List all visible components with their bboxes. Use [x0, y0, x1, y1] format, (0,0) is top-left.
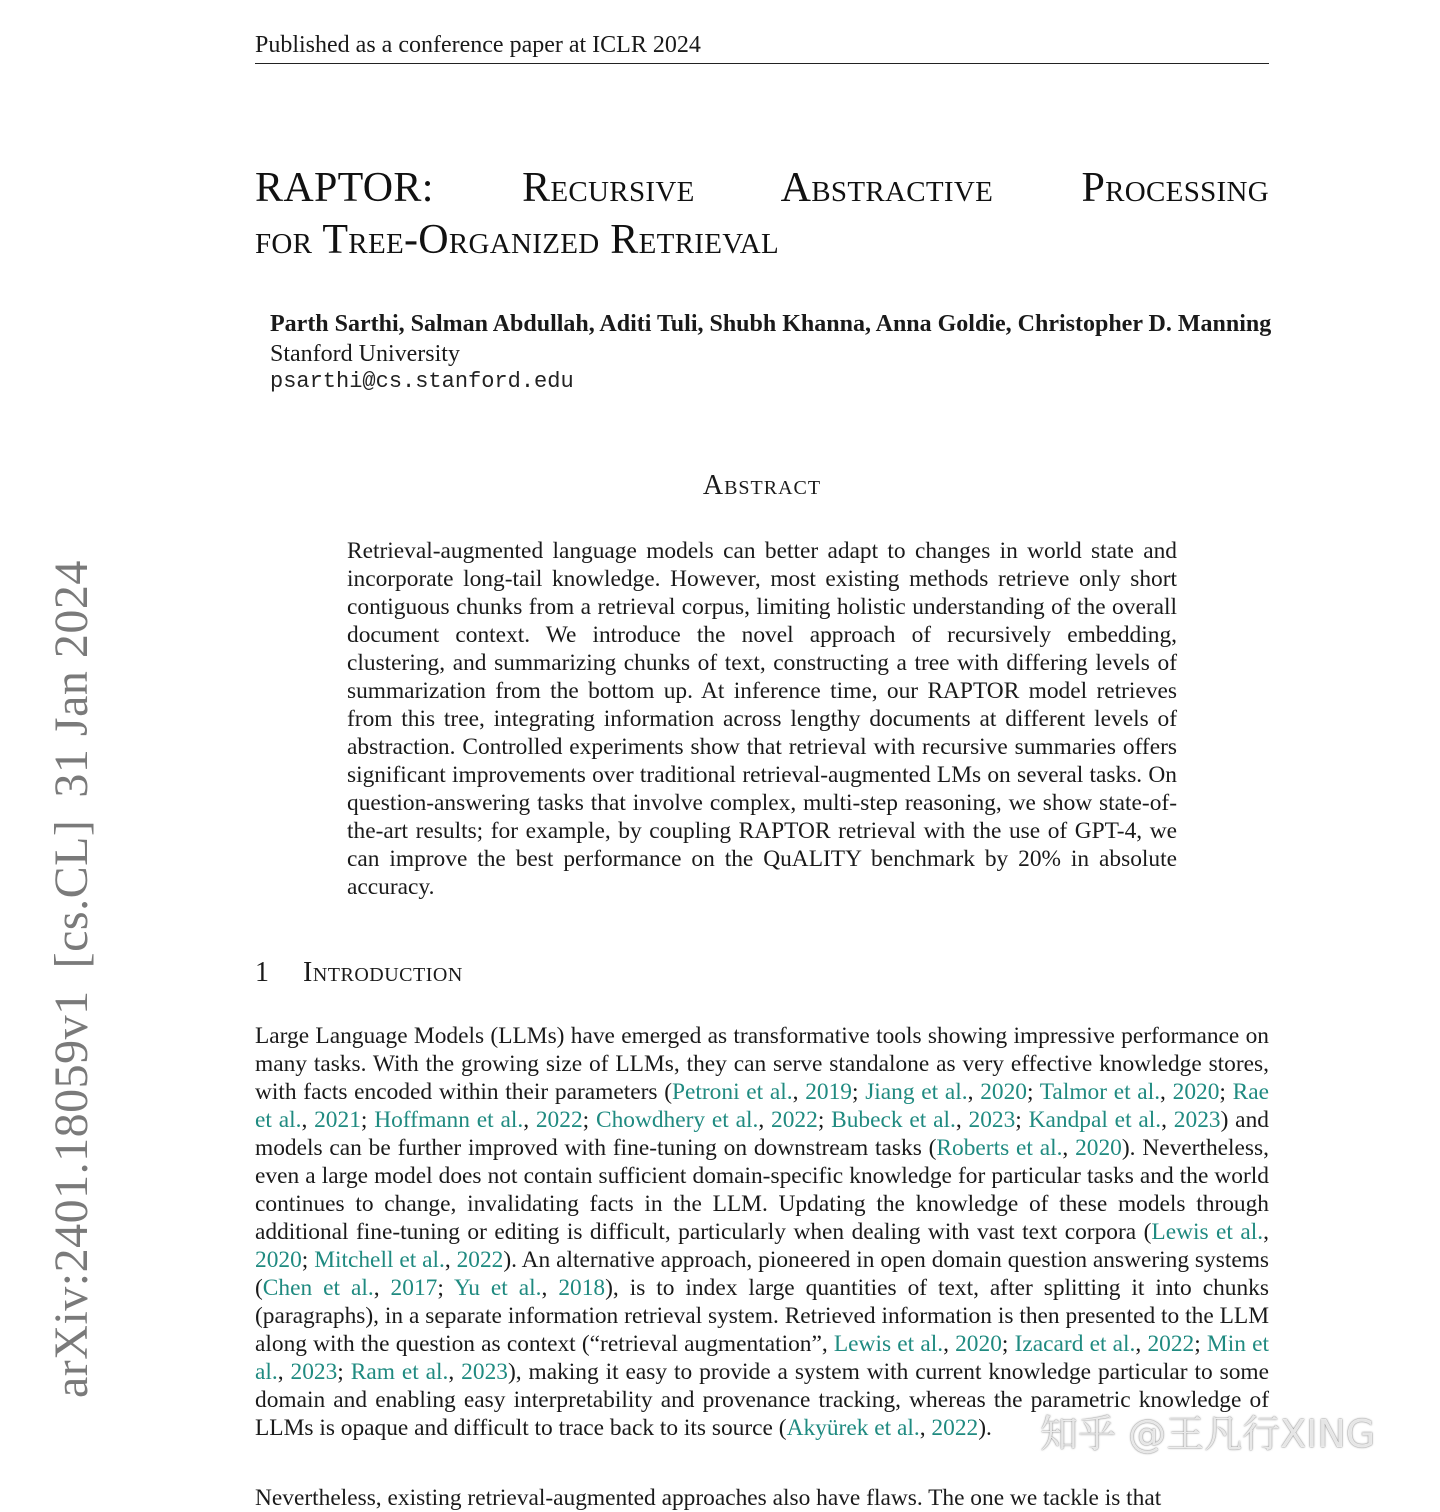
intro-text-span: , [1160, 1079, 1173, 1105]
intro-text-span: , [1263, 1219, 1269, 1245]
intro-text-span: , [792, 1079, 806, 1105]
intro-text-span: ; [360, 1107, 375, 1133]
intro-text-span: ; [582, 1107, 596, 1133]
introduction-paragraph [255, 1022, 1269, 1442]
citation-link[interactable]: Mitchell et al. [314, 1247, 445, 1273]
citation-link[interactable]: 2023 [461, 1359, 508, 1385]
citation-link[interactable]: Lewis et al. [833, 1331, 944, 1357]
intro-text-span: , [373, 1275, 391, 1301]
running-header [255, 30, 1269, 64]
watermark: 知乎 @王凡行XING [1040, 1412, 1376, 1456]
intro-text-span: ), is to index large quantities of text, after splitting it into chunks (paragraphs), in a separate information retrieval system. Retrieved information is then presented to the LLM along with the question as context (“retrieval augmentation”, [255, 1275, 1269, 1357]
intro-text-span: , [541, 1275, 559, 1301]
intro-text-span: , [1161, 1107, 1174, 1133]
citation-link[interactable]: 2021 [314, 1107, 361, 1133]
arxiv-id: arXiv:2401.18059v1 [45, 990, 98, 1398]
citation-link[interactable]: 2020 [955, 1331, 1002, 1357]
citation-link[interactable]: Akyürek et al. [786, 1415, 920, 1441]
intro-text-span: ; [1001, 1331, 1015, 1357]
intro-text-span: ). Nevertheless, even a large model does not contain sufficient domain-specific knowledge for particular tasks and the world continues to change, invalidating facts in the LLM. Updating the knowledge of these models through additional fine-tuning or editing is difficult, particularly when dealing with vast text corpora ( [255, 1135, 1269, 1245]
citation-link[interactable]: 2023 [290, 1359, 338, 1385]
header-text: Published as a conference paper at ICLR 2024 [255, 32, 701, 58]
intro-text-span: ). An alternative approach, pioneered in open domain question answering systems ( [255, 1247, 1270, 1301]
intro-text-span: ; [1194, 1331, 1207, 1357]
intro-text-span: ), making it easy to provide a system with current knowledge particular to some domain and enabling easy interpretability and provenance tracking, whereas the parametric knowledge of LLMs is opaque and difficult to trace back to its source ( [255, 1359, 1269, 1441]
arxiv-date: 31 Jan 2024 [45, 560, 98, 798]
intro-text-span: ) and models can be further improved with fine-tuning on downstream tasks ( [255, 1107, 1269, 1161]
citation-link[interactable]: 2018 [558, 1275, 606, 1301]
next-paragraph-line: Nevertheless, existing retrieval-augmented approaches also have flaws. The one we tackle is that [255, 1485, 1162, 1511]
citation-link[interactable]: Ram et al. [350, 1359, 449, 1385]
section-number: 1 [255, 957, 270, 988]
intro-text-span: , [919, 1415, 932, 1441]
citation-link[interactable]: Bubeck et al. [831, 1107, 956, 1133]
intro-text-span: ; [1015, 1107, 1029, 1133]
author-list: Parth Sarthi, Salman Abdullah, Aditi Tuli, Shubh Khanna, Anna Goldie, Christopher D. Manning [270, 311, 1272, 337]
citation-link[interactable]: Petroni et al. [672, 1079, 793, 1105]
title-line-1: RAPTOR: Recursive Abstractive Processing [255, 165, 1269, 211]
citation-link[interactable]: Talmor et al. [1039, 1079, 1161, 1105]
citation-link[interactable]: 2017 [390, 1275, 438, 1301]
citation-link[interactable]: 2019 [805, 1079, 852, 1105]
intro-text-span: , [301, 1107, 315, 1133]
citation-link[interactable]: 2020 [255, 1247, 302, 1273]
intro-text-span: , [955, 1107, 969, 1133]
intro-text-span: ; [301, 1247, 315, 1273]
intro-text-span: , [758, 1107, 772, 1133]
citation-link[interactable]: Izacard et al. [1014, 1331, 1136, 1357]
intro-text-span: Large Language Models (LLMs) have emerged as transformative tools showing impressive performance on many tasks. With the growing size of LLMs, they can serve standalone as very effective knowledge stores, with facts encoded within their parameters ( [255, 1023, 1269, 1105]
citation-link[interactable]: 2022 [931, 1415, 979, 1441]
citation-link[interactable]: Min et al. [255, 1331, 1269, 1385]
title-line-2: for Tree-Organized Retrieval [255, 217, 780, 263]
citation-link[interactable]: Yu et al. [453, 1275, 542, 1301]
arxiv-side-stamp [45, 518, 98, 1398]
abstract-body: Retrieval-augmented language models can better adapt to changes in world state and incorporate long-tail knowledge. However, most existing methods retrieve only short contiguous chunks from a retrieval corpus, limiting holistic understanding of the overall document context. We introduce the novel approach of recursively embedding, clustering, and summarizing chunks of text, constructing a tree with differing levels of summarization from the bottom up. At inference time, our RAPTOR model retrieves from this tree, integrating information across lengthy documents at different levels of abstraction. Controlled experiments show that retrieval with recursive summaries offers significant improvements over traditional retrieval-augmented LMs on several tasks. On question-answering tasks that involve complex, multi-step reasoning, we show state-of-the-art results; for example, by coupling RAPTOR retrieval with the use of GPT-4, we can improve the best performance on the QuALITY benchmark by 20% in absolute accuracy. [347, 538, 1177, 900]
citation-link[interactable]: 2022 [1147, 1331, 1195, 1357]
citation-link[interactable]: Chen et al. [262, 1275, 374, 1301]
intro-text-span: ; [1026, 1079, 1040, 1105]
citation-link[interactable]: 2020 [1075, 1135, 1122, 1161]
intro-text-span: , [277, 1359, 291, 1385]
intro-text-span: ; [337, 1359, 351, 1385]
citation-link[interactable]: 2022 [535, 1107, 583, 1133]
citation-link[interactable]: 2023 [1173, 1107, 1221, 1133]
citation-link[interactable]: Hoffmann et al. [374, 1107, 524, 1133]
intro-text-span: , [943, 1331, 956, 1357]
section-heading-introduction [255, 957, 463, 989]
intro-text-span: , [448, 1359, 462, 1385]
intro-text-span: , [444, 1247, 457, 1273]
citation-link[interactable]: Jiang et al. [865, 1079, 968, 1105]
arxiv-category: [cs.CL] [45, 819, 98, 969]
abstract-heading: Abstract [702, 470, 822, 501]
author-email[interactable]: psarthi@cs.stanford.edu [270, 369, 574, 394]
citation-link[interactable]: 2023 [968, 1107, 1016, 1133]
intro-text-span: , [1062, 1135, 1076, 1161]
citation-link[interactable]: Roberts et al. [936, 1135, 1063, 1161]
intro-text-span: , [1135, 1331, 1148, 1357]
citation-link[interactable]: Rae et al. [255, 1079, 1269, 1133]
citation-link[interactable]: 2020 [980, 1079, 1027, 1105]
intro-text-span: , [523, 1107, 536, 1133]
citation-link[interactable]: 2020 [1172, 1079, 1220, 1105]
citation-link[interactable]: 2022 [771, 1107, 818, 1133]
intro-text-span: ; [851, 1079, 866, 1105]
intro-text-span: ). [978, 1415, 992, 1441]
intro-text-span: ; [1219, 1079, 1233, 1105]
citation-link[interactable]: 2022 [456, 1247, 504, 1273]
citation-link[interactable]: Kandpal et al. [1028, 1107, 1162, 1133]
paper-title [255, 162, 1269, 266]
intro-text-span: , [967, 1079, 981, 1105]
citation-link[interactable]: Lewis et al. [1151, 1219, 1264, 1245]
affiliation: Stanford University [270, 341, 460, 367]
section-title: Introduction [303, 957, 463, 988]
intro-text-span: ; [817, 1107, 832, 1133]
intro-text-span: ; [437, 1275, 454, 1301]
citation-link[interactable]: Chowdhery et al. [595, 1107, 759, 1133]
